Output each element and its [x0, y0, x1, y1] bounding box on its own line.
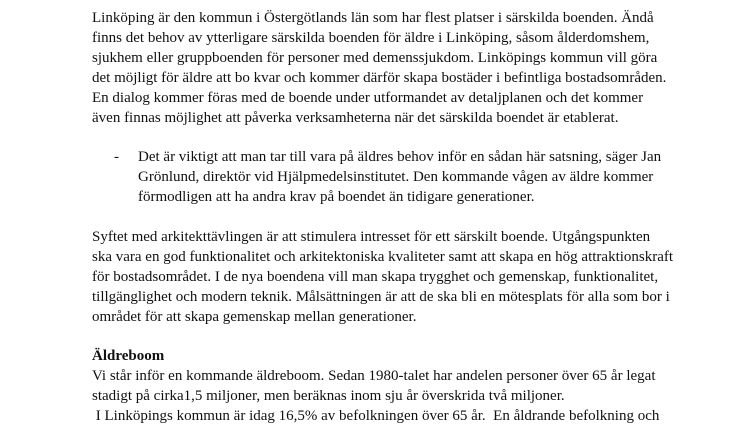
paragraph-purpose: [92, 227, 673, 327]
text-line: I Linköpings kommun är idag 16,5% av befolkningen över 65 år. En åldrande befolkning och: [92, 408, 660, 424]
bullet-quote: [92, 147, 661, 207]
bullet-dash: -: [114, 149, 119, 165]
text-line: finns det behov av ytterligare särskilda boenden för äldre i Linköping, såsom ålderdomshem,: [92, 30, 650, 46]
paragraph-intro: [92, 8, 666, 128]
text-line: för bostadsområdet. I de nya boendena vill man skapa trygghet och gemenskap, funktionalitet,: [92, 269, 659, 285]
text-line: förmodligen att ha andra krav på boendet än tidigare generationer.: [138, 189, 535, 205]
text-line: Grönlund, direktör vid Hjälpmedelsinstitutet. Den kommande vågen av äldre kommer: [138, 169, 654, 185]
text-line: området för att skapa gemenskap mellan generationer.: [92, 309, 417, 325]
list-item: [92, 147, 661, 207]
text-line: En dialog kommer föras med de boende under utformandet av detaljplanen och det kommer: [92, 90, 644, 106]
text-line: stadigt på cirka1,5 miljoner, men beräknas inom sju år överskrida två miljoner.: [92, 388, 565, 404]
text-line: Vi står inför en kommande äldreboom. Sedan 1980-talet har andelen personer över 65 år legat: [92, 368, 656, 384]
text-line: tillgänglighet och modern teknik. Målsättningen är att de ska bli en mötesplats för alla som bor i: [92, 289, 670, 305]
text-line: det möjligt för äldre att bo kvar och kommer därför skapa bostäder i befintliga bostadsområden.: [92, 70, 667, 86]
text-line: Syftet med arkitekttävlingen är att stimulera intresset för ett särskilt boende. Utgångspunkten: [92, 229, 651, 245]
text-line: även finnas möjlighet att påverka verksamheterna när det särskilda boendet är etablerat.: [92, 110, 619, 126]
text-line: ska vara en god funktionalitet och arkitektoniska kvaliteter samt att skapa en hög attraktionskraft: [92, 249, 674, 265]
text-line: Det är viktigt att man tar till vara på äldres behov inför en sådan här satsning, säger Jan: [138, 149, 662, 165]
bullet-text: [138, 147, 661, 207]
section-heading: Äldreboom: [92, 348, 165, 364]
text-line: Linköping är den kommun i Östergötlands län som har flest platser i särskilda boenden. Ändå: [92, 10, 654, 26]
paragraph-elderly-boom: [92, 366, 659, 426]
text-line: sjukhem eller gruppboenden för personer med demenssjukdom. Linköpings kommun vill göra: [92, 50, 658, 66]
